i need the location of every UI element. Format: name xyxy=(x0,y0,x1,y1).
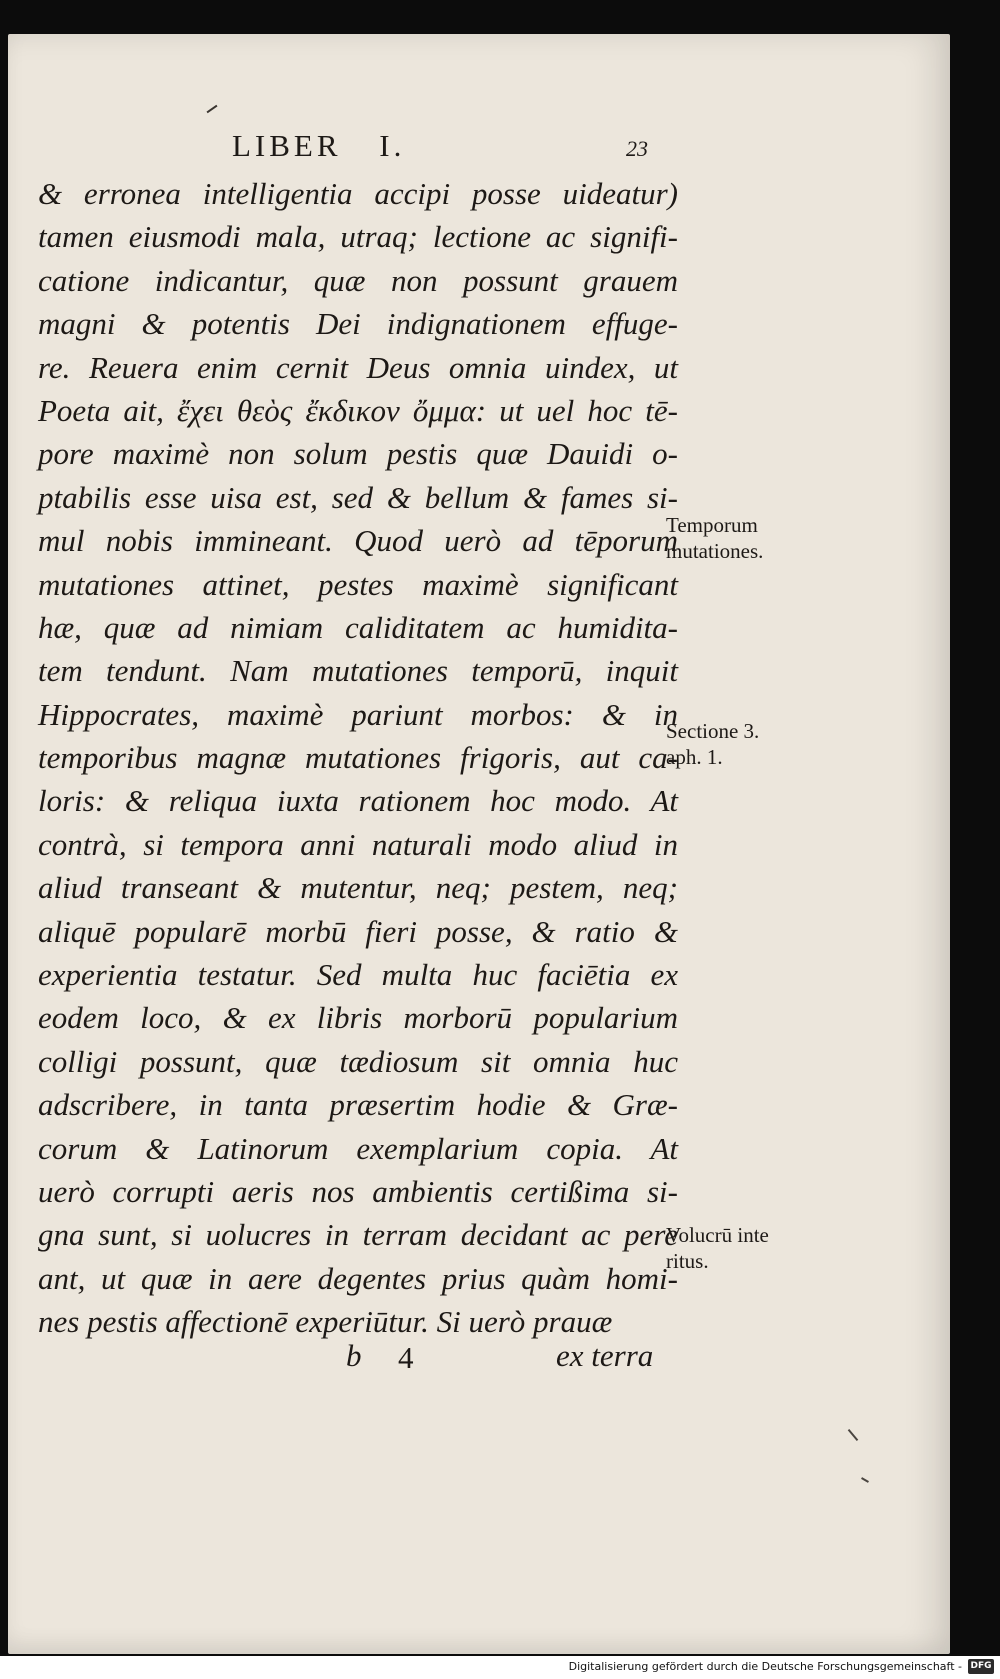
text-line: nes pestis affectionē experiūtur. Si uerò prauæ xyxy=(38,1304,613,1340)
text-line: hæ, quæ ad nimiam caliditatem ac humidita- xyxy=(38,609,678,645)
text-line: aliud transeant & mutentur, neq; pestem, neq; xyxy=(38,870,678,906)
catchline xyxy=(0,1338,1000,1382)
text-line: & erronea intelligentia accipi posse uideatur) xyxy=(38,176,678,211)
text-line: tem tendunt. Nam mutationes temporū, inquit xyxy=(38,653,678,689)
text-line: ant, ut quæ in aere degentes prius quàm homi- xyxy=(38,1260,678,1296)
text-line: mul nobis immineant. Quod uerò ad tēporum xyxy=(38,523,678,559)
text-line: contrà, si tempora anni naturali modo aliud in xyxy=(38,826,678,862)
text-line: aliquē popularē morbū fieri posse, & ratio & xyxy=(38,913,678,949)
text-line: temporibus magnæ mutationes frigoris, aut ca- xyxy=(38,740,678,776)
funding-credit: Digitalisierung gefördert durch die Deutsche Forschungsgemeinschaft - xyxy=(568,1660,962,1673)
text-line: re. Reuera enim cernit Deus omnia uindex, ut xyxy=(38,349,678,385)
margin-note-temporum xyxy=(666,512,763,564)
dfg-logo: DFG xyxy=(968,1659,994,1674)
text-line: experientia testatur. Sed multa huc faciētia ex xyxy=(38,957,678,993)
page-number: 23 xyxy=(626,136,648,161)
margin-note-line: ritus. xyxy=(666,1249,709,1273)
text-line: uerò corrupti aeris nos ambientis certißima si- xyxy=(38,1173,678,1209)
running-head-title: LIBER I. xyxy=(232,128,406,163)
text-line: tamen eiusmodi mala, utraq; lectione ac signifi- xyxy=(38,219,678,255)
text-line: eodem loco, & ex libris morborū popularium xyxy=(38,1000,678,1036)
catchword: ex terra xyxy=(556,1338,654,1373)
margin-note-volucrum xyxy=(666,1222,769,1274)
text-line: magni & potentis Dei indignationem effuge- xyxy=(38,306,678,342)
text-line: pore maximè non solum pestis quæ Dauidi o- xyxy=(38,436,678,472)
text-line: Poeta ait, ἔχει θεὸς ἔκδικον ὄμμα: ut uel hoc tē- xyxy=(38,392,678,428)
margin-note-line: Sectione 3. xyxy=(666,719,760,743)
margin-note-line: mutationes. xyxy=(666,539,764,563)
text-line: colligi possunt, quæ tædiosum sit omnia huc xyxy=(38,1043,678,1079)
body-text xyxy=(38,172,678,1344)
signature-mark: b xyxy=(346,1338,362,1373)
margin-note-sectione xyxy=(666,718,759,770)
text-line: corum & Latinorum exemplarium copia. At xyxy=(38,1130,678,1166)
digitization-footer xyxy=(0,1656,1000,1679)
text-line: adscribere, in tanta præsertim hodie & Græ- xyxy=(38,1087,678,1123)
text-line: gna sunt, si uolucres in terram decidant ac pere xyxy=(38,1217,678,1253)
text-line: Hippocrates, maximè pariunt morbos: & in xyxy=(38,696,678,732)
margin-note-line: aph. 1. xyxy=(666,745,723,769)
text-line: catione indicantur, quæ non possunt grauem xyxy=(38,262,678,298)
text-line: ptabilis esse uisa est, sed & bellum & fames si- xyxy=(38,479,678,515)
text-line: loris: & reliqua iuxta rationem hoc modo. At xyxy=(38,783,678,819)
text-line: mutationes attinet, pestes maximè significant xyxy=(38,566,678,602)
margin-note-line: Volucrū inte xyxy=(666,1223,769,1247)
signature-number: 4 xyxy=(398,1340,414,1375)
running-head xyxy=(0,128,1000,168)
margin-note-line: Temporum xyxy=(666,513,758,537)
